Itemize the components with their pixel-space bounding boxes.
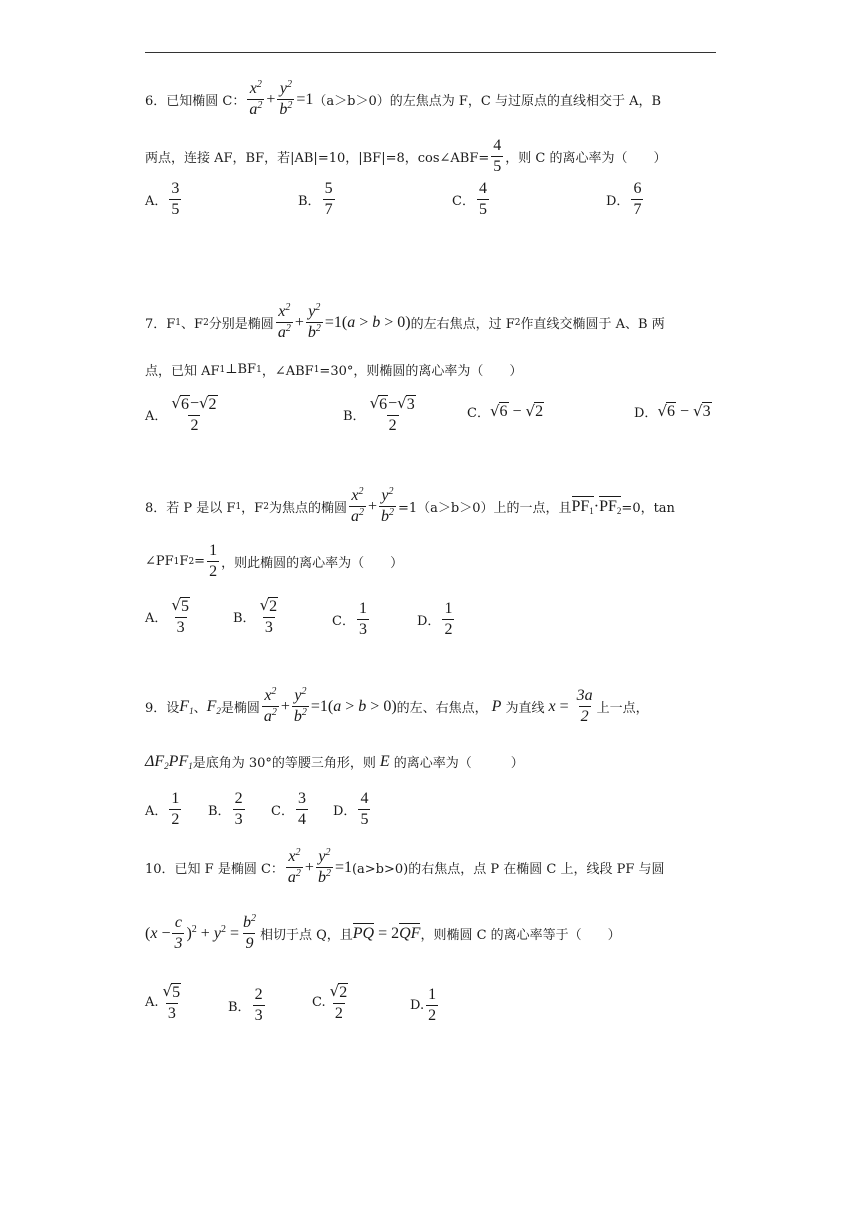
q10-stem-line2: (x − $\frac{c}{3}$ )$^2 + y^2$ = $\frac{b^2}{9}$ 相切于点 Q，且 PQ = 2QF ，则椭圆 C 的离心率等于（ ） <box>145 913 621 953</box>
q10-option-c[interactable]: C. √ 2 2 <box>312 982 348 1022</box>
q10-ellipse-y: $\frac{y^2}{b^2}$ <box>317 847 331 887</box>
q9-stem-line1: 9．设 $F_1$ 、 $F_2$ 是椭圆 $\frac{x^2}{a^2}$ + $\frac{y^2}{b^2}$ =1(a > b > 0) 的左、右焦点， P 为直线 x = $\frac{3a}{2}$ 上一点， <box>145 686 649 726</box>
q8-stem-line1: 8．若 P 是以 F 1 ，F 2 为焦点的椭圆 $\frac{x^2}{a^2}$ + $\frac{y^2}{b^2}$ =1（a＞b＞0）上的一点，且 $PF_1\cdot PF_2$ =0，tan <box>145 486 675 526</box>
q7-option-b[interactable]: B． √ 6 − √ 3 2 <box>343 394 415 434</box>
q10-option-b[interactable]: B． $\frac{2}{3}$ <box>228 986 263 1025</box>
q9-option-c[interactable]: C． $\frac{3}{4}$ <box>271 790 306 829</box>
q6-ellipse-x: $\frac{x^2}{a^2}$ <box>249 79 263 119</box>
q8-vector-dot: $PF_1\cdot PF_2$ <box>571 497 622 516</box>
q6-stem-line2: 两点，连接 AF，BF，若|AB|=10，|BF|=8，cos∠ABF= $\frac{4}{5}$ ，则 C 的离心率为（ ） <box>145 137 667 176</box>
q7-ellipse-x: $\frac{x^2}{a^2}$ <box>277 302 291 342</box>
header-rule <box>145 52 716 53</box>
q6-option-b[interactable]: B． $\frac{5}{7}$ <box>298 180 333 219</box>
q9-option-b[interactable]: B． $\frac{2}{3}$ <box>208 790 243 829</box>
q10-option-a[interactable]: A. √ 5 3 <box>145 982 181 1022</box>
q9-ellipse-x: $\frac{x^2}{a^2}$ <box>263 686 277 726</box>
q8-option-a[interactable]: A． √ 5 3 <box>145 596 189 636</box>
q6-option-c[interactable]: C． $\frac{4}{5}$ <box>452 180 487 219</box>
q9-option-a[interactable]: A． $\frac{1}{2}$ <box>145 790 180 829</box>
q10-ellipse-x: $\frac{x^2}{a^2}$ <box>287 847 301 887</box>
q8-ellipse-x: $\frac{x^2}{a^2}$ <box>350 486 364 526</box>
q10-option-d[interactable]: D. $\frac{1}{2}$ <box>410 986 437 1025</box>
q7-ellipse-y: $\frac{y^2}{b^2}$ <box>307 302 321 342</box>
q6-option-d[interactable]: D． $\frac{6}{7}$ <box>606 180 642 219</box>
q6-ellipse-y: $\frac{y^2}{b^2}$ <box>279 79 293 119</box>
q8-option-d[interactable]: D． $\frac{1}{2}$ <box>417 600 453 639</box>
q8-option-b[interactable]: B． √ 2 3 <box>233 596 278 636</box>
q9-option-d[interactable]: D． $\frac{4}{5}$ <box>333 790 369 829</box>
q8-stem-line2: ∠PF 1 F 2 = $\frac{1}{2}$ ，则此椭圆的离心率为（ ） <box>145 542 404 581</box>
q9-line-x: $\frac{3a}{2}$ <box>576 687 593 726</box>
q7-option-a[interactable]: A． √ 6 − √ 2 2 <box>145 394 217 434</box>
q10-stem-line1: 10．已知 F 是椭圆 C： $\frac{x^2}{a^2}$ + $\frac{y^2}{b^2}$ =1 (a>b>0)的右焦点，点 P 在椭圆 C 上，线段 PF 与圆 <box>145 847 665 887</box>
q7-option-c[interactable]: C． √ 6 − √ 2 <box>467 402 544 421</box>
q9-ellipse-y: $\frac{y^2}{b^2}$ <box>293 686 307 726</box>
q6-cos-value: $\frac{4}{5}$ <box>493 137 502 176</box>
q9-stem-line2: $\Delta F_2PF_1$ 是底角为 30°的等腰三角形，则 E 的离心率为（ ） <box>145 752 524 771</box>
q6-stem-line1: 6．已知椭圆 C： $\frac{x^2}{a^2}$ + $\frac{y^2}{b^2}$ =1 （a＞b＞0）的左焦点为 F，C 与过原点的直线相交于 A，B <box>145 79 662 119</box>
q8-ellipse-y: $\frac{y^2}{b^2}$ <box>380 486 394 526</box>
q8-tan-value: $\frac{1}{2}$ <box>209 542 218 581</box>
q7-option-d[interactable]: D． √ 6 − √ 3 <box>634 402 711 421</box>
q10-vector-relation: PQ = 2QF <box>352 924 421 942</box>
q7-stem-line1: 7．F 1 、F 2 分别是椭圆 $\frac{x^2}{a^2}$ + $\frac{y^2}{b^2}$ =1(a > b > 0) 的左右焦点，过 F 2 作直线交椭圆于 A、B 两 <box>145 302 665 342</box>
q8-option-c[interactable]: C． $\frac{1}{3}$ <box>332 600 367 639</box>
q6-option-a[interactable]: A． $\frac{3}{5}$ <box>145 180 180 219</box>
q7-stem-line2: 点，已知 AF 1 ⊥BF 1 ，∠ABF 1 =30°，则椭圆的离心率为（ ） <box>145 362 523 379</box>
q10-circle-equation: (x − <box>145 924 171 942</box>
